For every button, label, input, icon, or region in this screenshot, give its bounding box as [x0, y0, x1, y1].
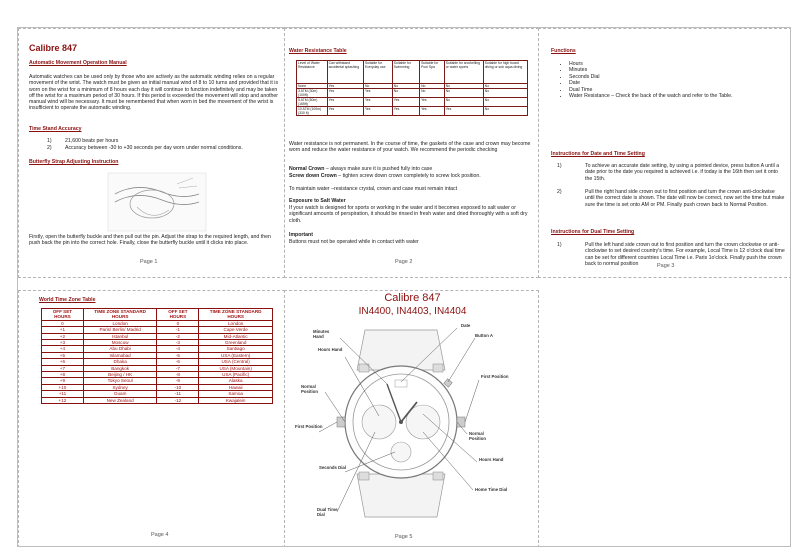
table-cell: +9 [42, 378, 84, 384]
list-item: • Dual Time [569, 87, 791, 93]
table-cell: Yes [392, 107, 419, 116]
table-cell: +1 [42, 327, 84, 333]
date-step-2: Pull the right hand side crown out to first position and turn the crown anti-clockwise until the correct date is shown. The date will now be correct, now set the time but make sure the time is set onto AM or PM. Finally push crown back to Normal Position. [585, 189, 785, 208]
label-normal-position-right: Normal Position [469, 431, 486, 441]
table-cell: None [297, 84, 328, 89]
table-cell: Islamabad [83, 352, 157, 358]
table-cell: Mid-Atlantic [199, 333, 273, 339]
water-intro: Water resistance is not permanent. In the course of time, the gaskets of the case and crown may become worn and reduce the water resistance of your watch. We recommend the periodic checking [289, 141, 531, 154]
page1-title: Calibre 847 [29, 43, 78, 53]
world-time-zone-table [41, 308, 273, 404]
table-cell: No [483, 84, 527, 89]
table-cell: Paris/ Berlin/ Madrid [83, 327, 157, 333]
table-cell: -12 [157, 397, 199, 403]
salt-heading: Exposure to Salt Water [289, 198, 346, 204]
right-crown [457, 417, 465, 427]
page4-number: Page 4 [151, 532, 169, 538]
table-cell: 3 ATM (30m) (100ft) [297, 89, 328, 98]
dual-step-1: Pull the left hand side crown out to first position and turn the crown clockwise or anti-clockwise to set desired country's time. For example, Local Time is 12 o'clock dual time can be set for different countries Local Time i.e. Paris 1o'clock. Finally push the crown back to normal position [585, 242, 785, 267]
table-cell: 10 ATM (100m) (330 ft) [297, 107, 328, 116]
date-step-1: To achieve an accurate date setting, by using a pointed device, press button A until a date prior to the date you required is achieved i.e. if today is the 16th then set it onto the 15th. [585, 163, 780, 182]
page3-number: Page 3 [657, 263, 675, 269]
label-hours-hand-right: Hours Hand [479, 457, 504, 462]
table-row [42, 397, 273, 403]
lug [359, 472, 369, 480]
table-cell: -5 [157, 352, 199, 358]
table-cell: +12 [42, 397, 84, 403]
table-row [297, 89, 528, 98]
table-cell: New Zealand [83, 397, 157, 403]
table-row [297, 107, 528, 116]
maintain-text: To maintain water –resistance crystal, crown and case must remain intact [289, 186, 458, 192]
table-cell: +6 [42, 359, 84, 365]
table-cell: No [444, 89, 483, 98]
label-seconds-dial: Seconds Dial [319, 465, 346, 470]
lug [433, 472, 443, 480]
header-cell: Suitable for Everyday use [363, 61, 392, 84]
salt-text: If your watch is designed for sports or working in the water and it becomes exposed to salt water or significant amounts of perspiration, it should be rinsed in fresh water and dried thoroughly with a soft dry cloth. [289, 205, 528, 224]
watch-strap-bottom [357, 474, 445, 517]
important-text: Buttons must not be operated while in contact with water [289, 239, 419, 245]
accuracy-heading: Time Stand Accuracy [29, 126, 82, 132]
table-cell: No [392, 84, 419, 89]
functions-list [539, 61, 791, 99]
table-cell: Sydney [83, 384, 157, 390]
table-cell: Greenland [199, 340, 273, 346]
lug [433, 364, 443, 372]
page-1 [18, 28, 285, 278]
auto-text: Automatic watches can be used only by those who are actively as the automatic winding relies on a regular movement of the wrist. The watch must be given an initial manual wind of 8 to 10 turns and provided that it is worn on the wrist for a minimum of 8 hours each day it will continue to function indefinitely and may be taken off the wrist for a maximum period of 30 hours. If this period is exceeded the movement will stop and another manual wind will be necessary. It must be remembered that when worn in bed the movement of the wrist is insufficient to operate the automatic winding. [29, 74, 279, 112]
header-cell: Suitable for Swimming [392, 61, 419, 84]
table-cell: Istanbul [83, 333, 157, 339]
page5-title: Calibre 847 [384, 292, 441, 304]
dual-time-heading: Instructions for Dual Time Setting [551, 229, 635, 235]
table-cell: -9 [157, 378, 199, 384]
important-heading: Important [289, 232, 313, 238]
pointer-normal-left [325, 392, 345, 422]
screw-crown-label: Screw down Crown [289, 173, 337, 179]
table-cell: +3 [42, 340, 84, 346]
table-cell: -8 [157, 372, 199, 378]
header-cell: Suitable for Pool Spa [420, 61, 445, 84]
list-item: • Water Resistance – Check the back of the watch and refer to the Table. [569, 93, 791, 99]
label-first-position-left: First Position [295, 424, 323, 429]
list-item: • Hours [569, 61, 791, 67]
page-2 [284, 28, 539, 278]
header-cell: TIME ZONE STANDARD HOURS [83, 309, 157, 321]
header-cell: Suitable for snorkelling or water sports [444, 61, 483, 84]
table-cell: +7 [42, 365, 84, 371]
label-home-time-dial: Home Time Dial [475, 487, 508, 492]
table-cell: Yes [327, 84, 363, 89]
date-step-2-num: 2) [557, 189, 562, 195]
label-button-a: Button A [475, 333, 493, 338]
strap-text: Firstly, open the butterfly buckle and then pull out the pin. Adjust the strap to the required length, and then push back the pin into the correct hole. Finally, close the butterfly buckle until it clicks into place. [29, 234, 271, 247]
water-resistance-table [296, 60, 528, 116]
manual-sheet [17, 27, 791, 547]
normal-crown-line [289, 166, 536, 172]
table-cell: Yes [327, 98, 363, 107]
table-cell: Santiago [199, 346, 273, 352]
accuracy-num-1: 1) [47, 138, 52, 144]
dual-step-1-num: 1) [557, 242, 562, 248]
water-table-heading: Water Resistance Table [289, 48, 347, 54]
butterfly-buckle-illustration [107, 172, 207, 232]
watch-diagram [295, 322, 533, 522]
page5-models: IN4400, IN4403, IN4404 [358, 306, 467, 317]
table-row [297, 98, 528, 107]
table-cell: No [483, 107, 527, 116]
accuracy-item-1: 21,600 beats per hours [65, 138, 119, 144]
table-cell: +4 [42, 346, 84, 352]
pointer-button-a [448, 338, 475, 382]
table-cell: -4 [157, 346, 199, 352]
table-cell: -7 [157, 365, 199, 371]
table-cell: -6 [157, 359, 199, 365]
table-cell: Alaska [199, 378, 273, 384]
header-cell: OFF SET HOURS [157, 309, 199, 321]
header-cell: Suitable for high board diving or sub aqua diving [483, 61, 527, 84]
table-cell: 0 [42, 320, 84, 326]
page-3 [538, 28, 791, 278]
list-item: • Date [569, 80, 791, 86]
hand-pivot [399, 420, 403, 424]
table-cell: Samoa [199, 391, 273, 397]
table-cell: Yes [363, 107, 392, 116]
page-5 [284, 290, 539, 547]
table-cell: Yes [327, 89, 363, 98]
page5-number: Page 5 [395, 534, 413, 540]
accuracy-item-2: Accuracy between -30 to +30 seconds per day worn under normal conditions. [65, 145, 243, 151]
page2-number: Page 2 [395, 259, 413, 265]
table-cell: -3 [157, 340, 199, 346]
label-minutes-hand: Minutes Hand [313, 329, 330, 339]
table-cell: USA (Central) [199, 359, 273, 365]
page1-number: Page 1 [140, 259, 158, 265]
table-cell: No [483, 89, 527, 98]
table-cell: USA (Eastern) [199, 352, 273, 358]
table-cell: No [444, 98, 483, 107]
world-table-header [42, 309, 273, 321]
table-cell: Tokyo Seoul [83, 378, 157, 384]
pointer-first-right [465, 380, 479, 422]
table-cell: Bangkok [83, 365, 157, 371]
table-cell: -2 [157, 333, 199, 339]
table-cell: No [363, 84, 392, 89]
world-time-heading: World Time Zone Table [39, 297, 96, 303]
table-cell: Hawaii [199, 384, 273, 390]
table-cell: No [420, 84, 445, 89]
table-cell: +10 [42, 384, 84, 390]
table-cell: Yes [363, 89, 392, 98]
date-step-1-num: 1) [557, 163, 562, 169]
table-cell: +5 [42, 352, 84, 358]
button-a [444, 379, 452, 387]
table-cell: Yes [392, 98, 419, 107]
table-cell: London [83, 320, 157, 326]
table-cell: Dhaka [83, 359, 157, 365]
page-4 [18, 290, 285, 547]
table-cell: USA (Pacific) [199, 372, 273, 378]
watch-strap-top [357, 330, 445, 370]
label-normal-position-left: Normal Position [301, 384, 318, 394]
table-cell: London [199, 320, 273, 326]
seconds-subdial [391, 442, 411, 462]
table-cell: Yes [420, 98, 445, 107]
label-date: Date [461, 323, 471, 328]
table-cell: Yes [444, 107, 483, 116]
label-dual-time-dial: Dual Time Dial [317, 507, 338, 517]
table-cell: Kwajalein [199, 397, 273, 403]
screw-crown-text: – tighten screw down crown completely to screw lock position. [336, 173, 481, 179]
table-cell: Beijing / HK [83, 372, 157, 378]
dual-time-subdial [362, 405, 396, 439]
table-cell: No [392, 89, 419, 98]
left-crown [337, 417, 345, 427]
header-cell: Level of Water Resistance [297, 61, 328, 84]
header-cell: TIME ZONE STANDARD HOURS [199, 309, 273, 321]
table-cell: +8 [42, 372, 84, 378]
accuracy-num-2: 2) [47, 145, 52, 151]
normal-crown-label: Normal Crown [289, 166, 325, 172]
table-cell: No [444, 84, 483, 89]
date-time-heading: Instructions for Date and Time Setting [551, 151, 645, 157]
screw-crown-line [289, 173, 536, 179]
functions-heading: Functions [551, 48, 576, 54]
table-cell: Abu Dhabi [83, 346, 157, 352]
list-item: • Minutes [569, 67, 791, 73]
table-cell: 0 [157, 320, 199, 326]
label-first-position-right: First Position [481, 374, 509, 379]
water-table-header [297, 61, 528, 84]
table-cell: Moscow [83, 340, 157, 346]
table-cell: Guam [83, 391, 157, 397]
label-hours-hand: Hours Hand [318, 347, 343, 352]
table-cell: -11 [157, 391, 199, 397]
table-cell: Cape Verde [199, 327, 273, 333]
table-cell: Yes [363, 98, 392, 107]
table-cell: Yes [420, 107, 445, 116]
table-cell: USA (Mountain) [199, 365, 273, 371]
header-cell: Can withstand accidental splashing [327, 61, 363, 84]
table-cell: -1 [157, 327, 199, 333]
table-cell: 5 ATM (50m) (165ft) [297, 98, 328, 107]
auto-heading: Automatic Movement Operation Manual [29, 60, 127, 66]
table-cell: +2 [42, 333, 84, 339]
list-item: • Seconds Dial [569, 74, 791, 80]
table-cell: -10 [157, 384, 199, 390]
table-cell: Yes [327, 107, 363, 116]
table-cell: No [420, 89, 445, 98]
table-cell: +11 [42, 391, 84, 397]
date-window [395, 380, 407, 387]
normal-crown-text: – always make sure it is pushed fully into case [324, 166, 433, 172]
header-cell: OFF SET HOURS [42, 309, 84, 321]
table-cell: No [483, 98, 527, 107]
strap-heading: Butterfly Strap Adjusting Instruction [29, 159, 119, 165]
